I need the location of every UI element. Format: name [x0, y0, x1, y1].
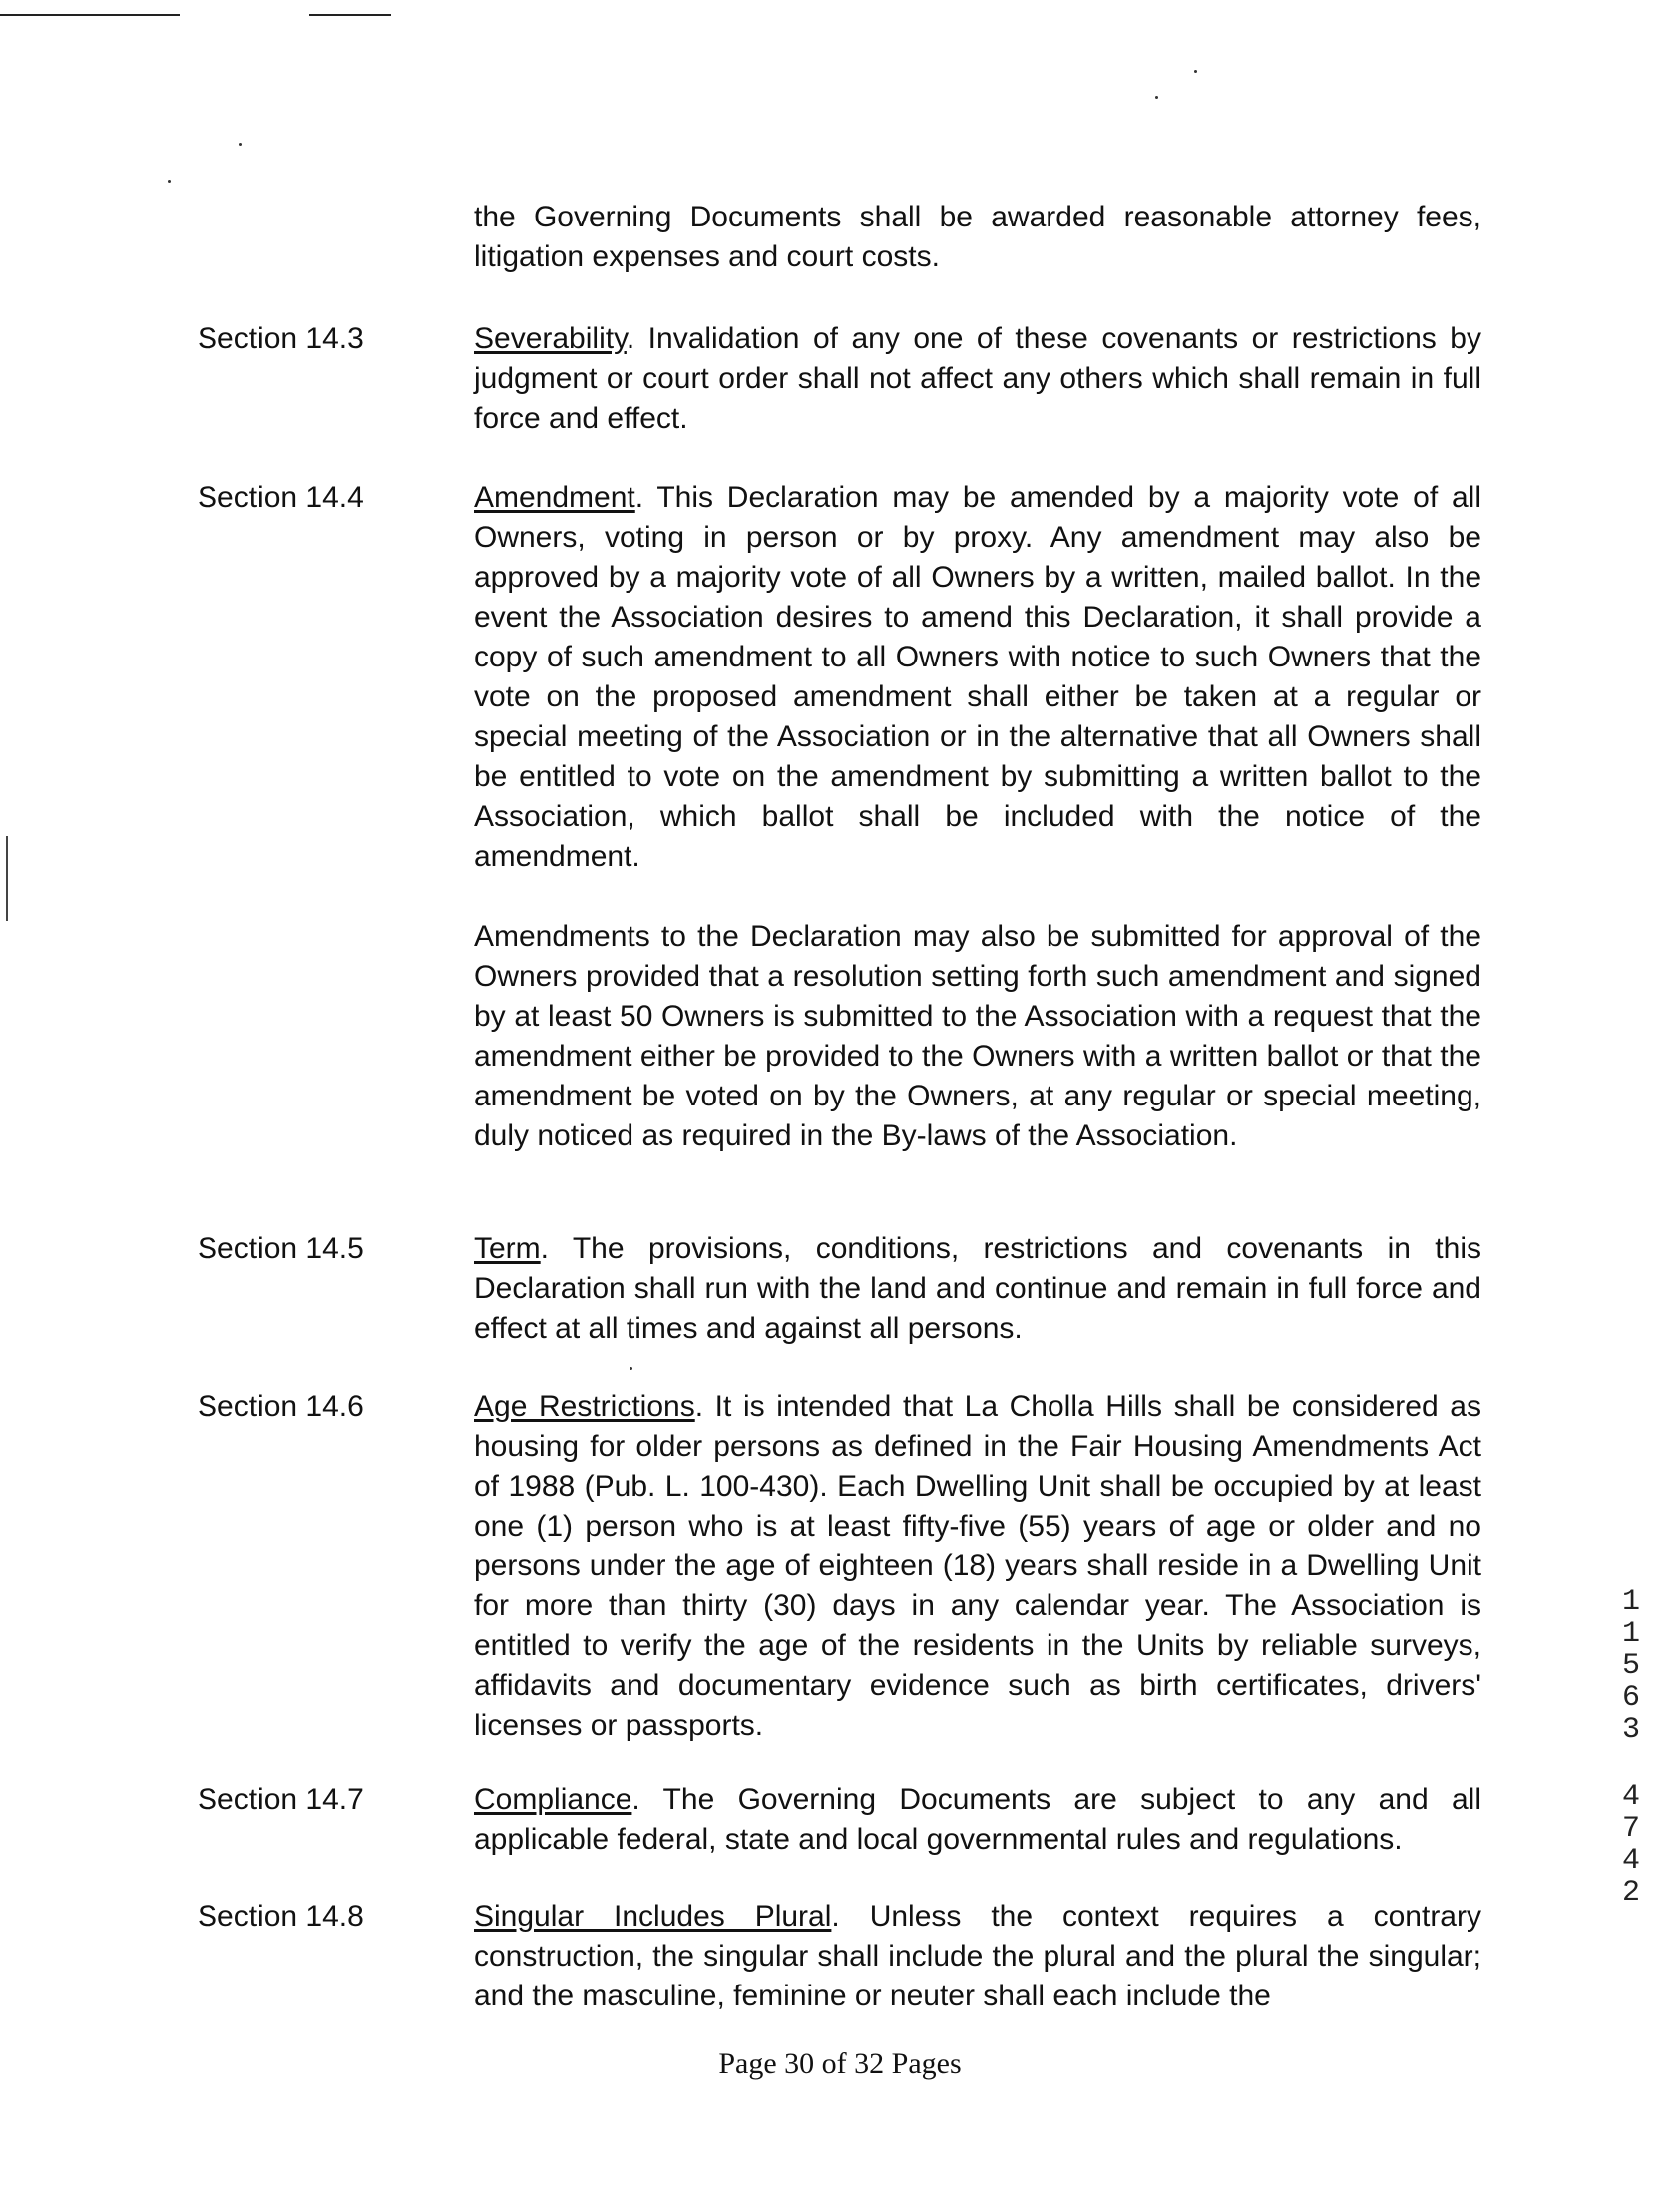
section-label: Section 14.8 [198, 1900, 364, 1933]
section-text: . The Governing Documents are subject to any and all applicable federal, state and local governmental rules and regulations. [474, 1783, 1481, 1856]
section-text: . Invalidation of any one of these covenants or restrictions by judgment or court order shall not affect any others which shall remain in full force and effect. [474, 322, 1481, 435]
section-title: Singular Includes Plural [474, 1900, 832, 1933]
scan-artifact-dot [168, 180, 171, 183]
scan-artifact-dot [239, 143, 242, 146]
stamp-digit: 5 [1621, 1649, 1640, 1683]
section-title: Term [474, 1232, 541, 1265]
section-title: Amendment [474, 481, 635, 514]
section-paragraph [474, 1897, 1481, 2016]
section-paragraph: Amendments to the Declaration may also be submitted for approval of the Owners provided that a resolution setting forth such amendment and signed by at least 50 Owners is submitted to the Association with a request that the amendment either be provided to the Owners with a written ballot or that the amendment be voted on by the Owners, at any regular or special meeting, duly noticed as required in the By-laws of the Association. [474, 920, 1481, 1152]
section-paragraph [474, 1229, 1481, 1349]
continuation-paragraph [474, 198, 1481, 277]
scan-artifact-dot [1194, 70, 1197, 73]
scan-artifact-dot [630, 1367, 632, 1370]
section-body [474, 1780, 1481, 1860]
section-title: Age Restrictions [474, 1390, 695, 1423]
stamp-digit: 1 [1621, 1585, 1640, 1619]
recording-stamp-upper [1616, 1586, 1646, 1746]
section-text: . This Declaration may be amended by a majority vote of all Owners, voting in person or by proxy. Any amendment may also be approved by a majority vote of all Owners by a written, mailed ballot. In the event the Association desires to amend this Declaration, it shall provide a copy of such amendment to all Owners with notice to such Owners that the vote on the proposed amendment shall either be taken at a regular or special meeting of the Association or in the alternative that all Owners shall be entitled to vote on the amendment by submitting a written ballot to the Association, which ballot shall be included with the notice of the amendment. [474, 481, 1481, 873]
section-body [474, 1229, 1481, 1349]
section-body [474, 478, 1481, 1156]
section-label: Section 14.6 [198, 1390, 364, 1423]
scan-artifact-line [0, 14, 180, 16]
scan-artifact-dot [1155, 96, 1158, 99]
stamp-digit: 4 [1621, 1780, 1640, 1814]
section-label: Section 14.3 [198, 322, 364, 355]
section-label: Section 14.4 [198, 481, 364, 514]
section-paragraph [474, 319, 1481, 439]
scan-artifact-vertical-line [6, 836, 8, 921]
stamp-digit: 2 [1621, 1876, 1640, 1910]
section-body [474, 1387, 1481, 1746]
stamp-digit: 7 [1621, 1812, 1640, 1846]
section-label: Section 14.5 [198, 1232, 364, 1265]
stamp-digit: 1 [1621, 1617, 1640, 1651]
section-text: . It is intended that La Cholla Hills shall be considered as housing for older persons as defined in the Fair Housing Amendments Act of 1988 (Pub. L. 100-430). Each Dwelling Unit shall be occupied by at least one (1) person who is at least fifty-five (55) years of age or older and no persons under the age of eighteen (18) years shall reside in a Dwelling Unit for more than thirty (30) days in any calendar year. The Association is entitled to verify the age of the residents in the Units by reliable surveys, affidavits and documentary evidence such as birth certificates, drivers' licenses or passports. [474, 1390, 1481, 1742]
section-title: Severability [474, 322, 627, 355]
scan-artifact-line [309, 14, 391, 16]
continuation-text: the Governing Documents shall be awarded reasonable attorney fees, litigation expenses and court costs. [474, 201, 1481, 273]
section-paragraph [474, 1387, 1481, 1746]
section-label: Section 14.7 [198, 1783, 364, 1816]
section-text: . Unless the context requires a contrary construction, the singular shall include the plural and the plural the singular; and the masculine, feminine or neuter shall each include the [474, 1900, 1481, 2012]
page-footer: Page 30 of 32 Pages [718, 2047, 962, 2080]
recording-stamp-lower [1616, 1781, 1646, 1909]
section-title: Compliance [474, 1783, 632, 1816]
stamp-digit: 3 [1621, 1713, 1640, 1747]
stamp-digit: 6 [1621, 1681, 1640, 1715]
section-body [474, 319, 1481, 439]
section-body [474, 1897, 1481, 2016]
section-paragraph [474, 1780, 1481, 1860]
stamp-digit: 4 [1621, 1844, 1640, 1878]
section-paragraph [474, 478, 1481, 877]
section-text: . The provisions, conditions, restrictions and covenants in this Declaration shall run with the land and continue and remain in full force and effect at all times and against all persons. [474, 1232, 1481, 1345]
